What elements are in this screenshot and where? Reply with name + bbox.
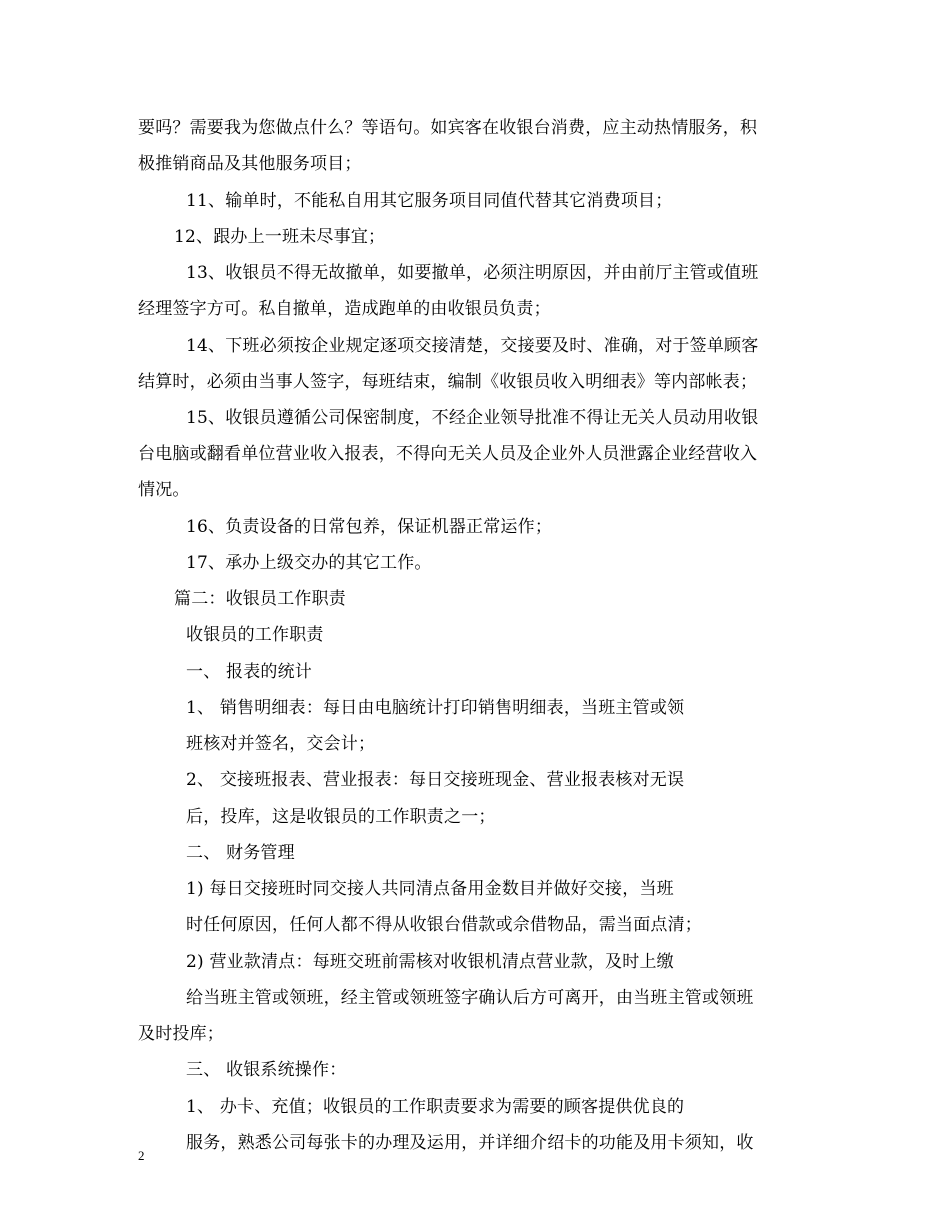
text-line: 11、输单时，不能私自用其它服务项目同值代替其它消费项目； [186, 191, 673, 211]
section-subheading: 收银员的工作职责 [186, 625, 324, 645]
text-line: 及时投库； [138, 1024, 224, 1044]
text-line: 1) 每日交接班时同交接人共同清点备用金数目并做好交接，当班 [186, 879, 674, 899]
text-line: 极推销商品及其他服务项目； [138, 154, 362, 174]
text-line: 班核对并签名，交会计； [186, 734, 376, 754]
text-line: 13、收银员不得无故撤单，如要撤单，必须注明原因，并由前厅主管或值班 [186, 263, 759, 283]
text-line: 给当班主管或领班，经主管或领班签字确认后方可离开，由当班主管或领班 [186, 988, 754, 1008]
text-line: 三、 收银系统操作： [186, 1060, 347, 1080]
text-line: 时任何原因，任何人都不得从收银台借款或佘借物品，需当面点清； [186, 915, 702, 935]
section-heading: 篇二：收银员工作职责 [174, 589, 346, 609]
text-line: 一、 报表的统计 [186, 662, 313, 682]
text-line: 后，投库，这是收银员的工作职责之一； [186, 807, 496, 827]
text-line: 2、 交接班报表、营业报表：每日交接班现金、营业报表核对无误 [186, 770, 685, 790]
text-line: 2) 营业款清点：每班交班前需核对收银机清点营业款，及时上缴 [186, 952, 674, 972]
text-line: 服务，熟悉公司每张卡的办理及运用，并详细介绍卡的功能及用卡须知，收 [186, 1133, 754, 1153]
text-line: 17、承办上级交办的其它工作。 [186, 553, 432, 573]
text-line: 14、下班必须按企业规定逐项交接清楚，交接要及时、准确，对于签单顾客 [186, 336, 759, 356]
text-line: 二、 财务管理 [186, 843, 295, 863]
page-number: 2 [138, 1148, 145, 1163]
text-line: 16、负责设备的日常包养，保证机器正常运作； [186, 517, 553, 537]
text-line: 1、 办卡、充值；收银员的工作职责要求为需要的顾客提供优良的 [186, 1097, 685, 1117]
text-line: 12、跟办上一班未尽事宜； [174, 227, 386, 247]
text-line: 台电脑或翻看单位营业收入报表，不得向无关人员及企业外人员泄露企业经营收入 [138, 444, 758, 464]
text-line: 15、收银员遵循公司保密制度，不经企业领导批准不得让无关人员动用收银 [186, 408, 759, 428]
text-line: 要吗？需要我为您做点什么？等语句。如宾客在收银台消费，应主动热情服务，积 [138, 118, 758, 138]
text-line: 情况。 [138, 480, 190, 500]
text-line: 结算时，必须由当事人签字，每班结束，编制《收银员收入明细表》等内部帐表； [138, 372, 758, 392]
text-line: 经理签字方可。私自撤单，造成跑单的由收银员负责； [138, 299, 551, 319]
text-line: 1、 销售明细表：每日由电脑统计打印销售明细表，当班主管或领 [186, 698, 685, 718]
